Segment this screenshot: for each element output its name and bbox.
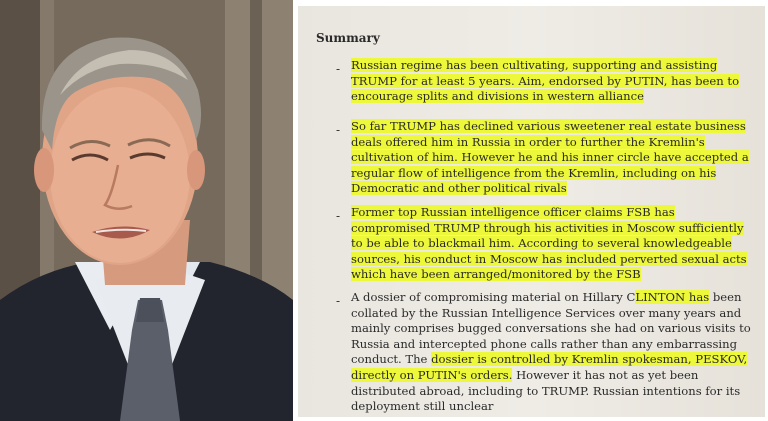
- bullet-marker: -: [336, 209, 341, 223]
- bullet-marker: -: [336, 123, 341, 137]
- highlighted-text: dossier is controlled by Kremlin spokesman, PESKOV, directly on PUTIN's orders.: [351, 352, 748, 382]
- portrait-photo: [0, 0, 293, 421]
- dossier-page: [298, 6, 765, 417]
- highlighted-text: Russian regime has been cultivating, supporting and assisting TRUMP for at least 5 years. Aim, endorsed by PUTIN, has been to encourage splits and divisions in western alliance: [351, 58, 740, 104]
- summary-item-text: [351, 119, 756, 197]
- summary-item-1: [351, 58, 756, 105]
- portrait-illustration: [0, 0, 293, 421]
- summary-item-2: [351, 119, 756, 197]
- summary-item-text: [351, 58, 756, 105]
- bullet-marker: -: [336, 62, 341, 76]
- highlighted-text: LINTON has: [635, 290, 710, 304]
- plain-text: However it has not as yet been distributed abroad, including to TRUMP. Russian intentions for its deployment still unclear: [351, 367, 741, 414]
- summary-item-text: [351, 205, 756, 283]
- bullet-marker: -: [336, 294, 341, 308]
- highlighted-text: So far TRUMP has declined various sweetener real estate business deals offered him in Russia in order to further the Kremlin's cultivation of him. However he and his inner circle have accepted a regular flow of intelligence from the Kremlin, including on his Democratic and other political rivals: [351, 119, 749, 196]
- summary-heading: Summary: [316, 31, 380, 45]
- summary-item-text: [351, 290, 756, 415]
- summary-item-3: [351, 205, 756, 283]
- highlighted-text: Former top Russian intelligence officer claims FSB has compromised TRUMP through his activities in Moscow sufficiently to be able to blackmail him. According to several knowledgeable sources, his conduct in Moscow has included perverted sexual acts which have been arranged/monitored by the FSB: [351, 205, 747, 282]
- plain-text: A dossier of compromising material on Hillary C: [351, 290, 636, 304]
- summary-item-4: [351, 290, 756, 415]
- plain-text: been collated by the Russian Intelligence Services over many years and mainly comprises bugged conversations she had on various visits to Russia and intercepted phone calls rather than any embarrassing conduct. The: [351, 290, 751, 367]
